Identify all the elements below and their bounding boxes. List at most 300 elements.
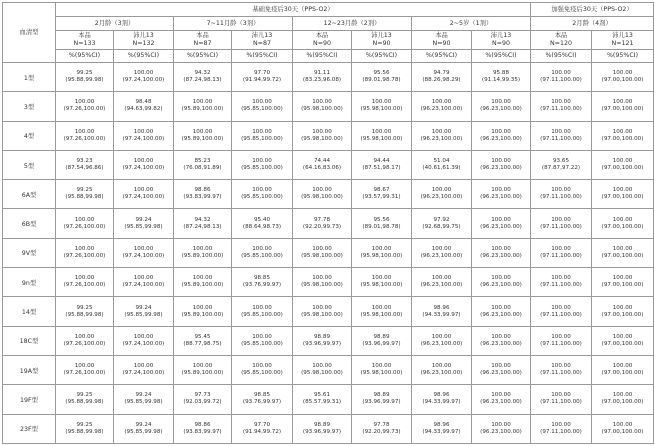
rate-value: 100.00 (252, 333, 272, 340)
vaccine-name: 沛儿13 (490, 32, 512, 39)
confidence-interval: (89.01,98.78) (362, 223, 401, 230)
rate-cell (592, 209, 654, 238)
serotype-label: 4型 (3, 121, 56, 150)
rate-cell (412, 63, 472, 92)
confidence-interval: (96.23,100.00) (420, 282, 463, 289)
confidence-interval: (93.96,99.97) (362, 340, 401, 347)
rate-value: 100.00 (252, 187, 272, 194)
confidence-interval: (83.23,96.08) (302, 77, 342, 84)
confidence-interval: (95.85,100.00) (241, 106, 283, 113)
rate-value: 100.00 (551, 187, 571, 194)
confidence-interval: (95.85,100.00) (241, 311, 283, 318)
rate-value: 94.79 (433, 70, 450, 77)
age-group-header: 12~23月龄（2剂） (293, 17, 412, 31)
rate-value: 100.00 (431, 99, 452, 106)
rate-value: 100.00 (551, 99, 571, 106)
confidence-interval: (87.51,98.17) (362, 165, 401, 172)
rate-cell (56, 121, 114, 150)
rate-cell (114, 297, 174, 326)
vaccine-group-header (293, 31, 352, 50)
rate-value: 100.00 (371, 245, 392, 252)
confidence-interval: (97.24,100.00) (122, 340, 165, 347)
confidence-interval: (97.11,100.00) (540, 194, 582, 201)
confidence-interval: (97.00,100.00) (601, 282, 644, 289)
confidence-interval: (97.24,100.00) (122, 252, 165, 259)
rate-cell (531, 326, 592, 355)
confidence-interval: (87.54,96.86) (65, 165, 104, 172)
confidence-interval: (93.57,99.31) (362, 194, 401, 201)
confidence-interval: (97.11,100.00) (540, 282, 582, 289)
rate-value: 100.00 (612, 421, 633, 428)
rate-cell (352, 209, 412, 238)
confidence-interval: (96.23,100.00) (420, 194, 463, 201)
vaccine-group-header (352, 31, 412, 50)
rate-cell (472, 209, 531, 238)
confidence-interval: (97.11,100.00) (540, 223, 582, 230)
rate-cell (232, 238, 293, 267)
rate-cell (531, 150, 592, 179)
rate-cell (412, 180, 472, 209)
confidence-interval: (97.11,100.00) (540, 428, 582, 435)
table-row (3, 414, 654, 443)
confidence-interval: (95.89,100.00) (181, 370, 224, 377)
rate-value: 100.00 (491, 158, 511, 165)
rate-cell (232, 297, 293, 326)
rate-cell (56, 209, 114, 238)
rate-value: 100.00 (133, 187, 154, 194)
confidence-interval: (97.00,100.00) (601, 77, 644, 84)
rate-cell (472, 385, 531, 414)
rate-cell (412, 414, 472, 443)
confidence-interval: (96.23,100.00) (480, 282, 522, 289)
table-row (3, 92, 654, 121)
confidence-interval: (88.26,98.29) (422, 77, 461, 84)
stat-label-header: %(95%CI) (352, 50, 412, 63)
sample-size: N=121 (611, 40, 634, 47)
confidence-interval: (95.98,100.00) (360, 311, 403, 318)
confidence-interval: (94.33,99.97) (422, 428, 461, 435)
rate-value: 100.00 (431, 128, 452, 135)
rate-cell (531, 297, 592, 326)
confidence-interval: (95.85,99.98) (124, 311, 163, 318)
rate-value: 91.11 (313, 70, 330, 77)
rate-cell (56, 414, 114, 443)
confidence-interval: (96.23,100.00) (420, 106, 463, 113)
rate-value: 97.73 (194, 392, 211, 399)
confidence-interval: (95.98,100.00) (360, 282, 403, 289)
vaccine-name: 沛儿13 (133, 32, 154, 39)
rate-value: 100.00 (491, 128, 511, 135)
serotype-label: 6A型 (3, 180, 56, 209)
confidence-interval: (97.00,100.00) (601, 252, 644, 259)
stat-label-header: %(95%CI) (174, 50, 232, 63)
rate-value: 100.00 (491, 187, 511, 194)
confidence-interval: (95.89,100.00) (181, 135, 224, 142)
rate-cell (531, 92, 592, 121)
rate-cell (56, 385, 114, 414)
rate-value: 100.00 (551, 216, 571, 223)
rate-value: 100.00 (551, 392, 571, 399)
rate-cell (232, 63, 293, 92)
rate-value: 100.00 (551, 363, 571, 370)
age-group-header: 2月龄（4剂） (531, 17, 654, 31)
rate-value: 100.00 (551, 421, 571, 428)
rate-value: 100.00 (431, 187, 452, 194)
rate-value: 100.00 (491, 333, 511, 340)
rate-cell (412, 150, 472, 179)
confidence-interval: (95.85,99.98) (124, 223, 163, 230)
confidence-interval: (89.01,98.78) (362, 77, 401, 84)
confidence-interval: (95.85,99.98) (124, 399, 163, 406)
confidence-interval: (94.33,99.97) (422, 399, 461, 406)
table-row (3, 150, 654, 179)
confidence-interval: (95.85,100.00) (241, 252, 283, 259)
confidence-interval: (64.16,83.06) (302, 165, 342, 172)
table-row (3, 238, 654, 267)
rate-cell (56, 150, 114, 179)
confidence-interval: (96.23,100.00) (480, 399, 522, 406)
confidence-interval: (94.63,99.82) (124, 106, 163, 113)
rate-value: 100.00 (612, 245, 633, 252)
rate-value: 100.00 (612, 187, 633, 194)
rate-cell (293, 238, 352, 267)
sample-size: N=87 (193, 40, 212, 47)
confidence-interval: (88.77,98.75) (183, 340, 222, 347)
rate-value: 100.00 (491, 421, 511, 428)
confidence-interval: (95.98,100.00) (360, 106, 403, 113)
serotype-label: 18C型 (3, 326, 56, 355)
rate-cell (472, 297, 531, 326)
serotype-label: 19A型 (3, 355, 56, 384)
rate-value: 51.04 (433, 158, 450, 165)
rate-cell (293, 92, 352, 121)
rate-value: 100.00 (612, 158, 633, 165)
confidence-interval: (97.00,100.00) (601, 135, 644, 142)
rate-cell (531, 180, 592, 209)
rate-value: 98.85 (253, 275, 270, 282)
rate-value: 100.00 (133, 245, 154, 252)
rate-cell (293, 150, 352, 179)
confidence-interval: (97.24,100.00) (122, 282, 165, 289)
vaccine-name: 本品 (554, 32, 568, 39)
rate-cell (56, 268, 114, 297)
confidence-interval: (97.00,100.00) (601, 340, 644, 347)
confidence-interval: (96.23,100.00) (480, 106, 522, 113)
rate-cell (531, 414, 592, 443)
vaccine-name: 本品 (435, 32, 448, 39)
rate-cell (412, 92, 472, 121)
rate-cell (293, 180, 352, 209)
rate-cell (114, 150, 174, 179)
sample-size: N=90 (313, 40, 331, 47)
rate-cell (412, 268, 472, 297)
rate-cell (56, 355, 114, 384)
primary-group-header: 基础免疫后30天（PPS-O2） (56, 3, 531, 17)
rate-cell (352, 180, 412, 209)
rate-cell (174, 238, 232, 267)
rate-cell (114, 355, 174, 384)
rate-cell (531, 121, 592, 150)
rate-cell (293, 326, 352, 355)
rate-cell (592, 297, 654, 326)
vaccine-name: 本品 (196, 32, 209, 39)
rate-value: 100.00 (612, 333, 633, 340)
age-group-header: 7~11月龄（3剂） (174, 17, 293, 31)
rate-value: 99.25 (76, 304, 93, 311)
rate-cell (232, 385, 293, 414)
confidence-interval: (96.23,100.00) (480, 370, 522, 377)
rate-cell (412, 355, 472, 384)
rate-value: 100.00 (133, 363, 154, 370)
seroconversion-table (2, 2, 654, 444)
confidence-interval: (95.98,100.00) (360, 252, 403, 259)
rate-cell (174, 209, 232, 238)
rate-value: 94.44 (373, 158, 390, 165)
confidence-interval: (95.98,100.00) (301, 252, 343, 259)
vaccine-name: 本品 (315, 32, 329, 39)
confidence-interval: (76.08,91.89) (183, 165, 222, 172)
rate-cell (592, 150, 654, 179)
vaccine-name: 沛儿13 (251, 32, 273, 39)
confidence-interval: (95.89,100.00) (181, 106, 224, 113)
confidence-interval: (96.23,100.00) (420, 135, 463, 142)
confidence-interval: (92.68,99.75) (422, 223, 461, 230)
rate-value: 100.00 (74, 216, 95, 223)
rate-cell (293, 355, 352, 384)
rate-cell (174, 63, 232, 92)
rate-value: 97.78 (313, 216, 330, 223)
confidence-interval: (97.00,100.00) (601, 399, 644, 406)
confidence-interval: (95.98,100.00) (301, 311, 343, 318)
rate-cell (592, 180, 654, 209)
rate-value: 94.32 (194, 70, 211, 77)
rate-value: 100.00 (312, 275, 332, 282)
rate-value: 100.00 (491, 275, 511, 282)
stat-label-header: %(95%CI) (56, 50, 114, 63)
rate-value: 98.96 (433, 421, 450, 428)
rate-cell (531, 385, 592, 414)
sample-size: N=87 (253, 40, 271, 47)
confidence-interval: (87.24,98.13) (183, 223, 222, 230)
table-row (3, 355, 654, 384)
confidence-interval: (96.23,100.00) (480, 194, 522, 201)
vaccine-group-header (56, 31, 114, 50)
rate-cell (56, 297, 114, 326)
stat-label-header: %(95%CI) (232, 50, 293, 63)
rate-cell (293, 268, 352, 297)
rate-value: 98.48 (135, 99, 152, 106)
rate-value: 100.00 (74, 363, 95, 370)
rate-cell (56, 92, 114, 121)
rate-value: 94.32 (194, 216, 211, 223)
rate-cell (293, 209, 352, 238)
rate-value: 98.86 (194, 421, 211, 428)
rate-cell (174, 150, 232, 179)
rate-value: 100.00 (371, 128, 392, 135)
confidence-interval: (95.89,100.00) (181, 282, 224, 289)
rate-cell (232, 121, 293, 150)
rate-value: 99.25 (76, 392, 93, 399)
rate-value: 97.70 (253, 70, 270, 77)
rate-cell (531, 355, 592, 384)
booster-group-header: 加强免疫后30天（PPS-O2） (531, 3, 654, 17)
confidence-interval: (97.24,100.00) (122, 165, 165, 172)
rate-cell (232, 150, 293, 179)
rate-value: 99.25 (76, 70, 93, 77)
rate-value: 99.24 (135, 304, 152, 311)
rate-value: 100.00 (431, 363, 452, 370)
rate-value: 74.44 (313, 158, 330, 165)
rate-value: 100.00 (371, 304, 392, 311)
confidence-interval: (96.23,100.00) (480, 135, 522, 142)
confidence-interval: (95.88,99.98) (65, 399, 104, 406)
rate-value: 100.00 (252, 363, 272, 370)
rate-value: 100.00 (252, 245, 272, 252)
confidence-interval: (87.87,97.22) (541, 165, 581, 172)
age-group-header: 2~5岁（1剂） (412, 17, 531, 31)
rate-value: 97.92 (433, 216, 450, 223)
rate-value: 100.00 (431, 275, 452, 282)
confidence-interval: (96.23,100.00) (480, 252, 522, 259)
rate-value: 100.00 (612, 392, 633, 399)
rate-cell (114, 63, 174, 92)
rate-cell (592, 63, 654, 92)
confidence-interval: (85.57,99.31) (302, 399, 342, 406)
confidence-interval: (95.98,100.00) (301, 135, 343, 142)
rate-value: 98.96 (433, 304, 450, 311)
rate-cell (352, 121, 412, 150)
rate-cell (293, 414, 352, 443)
confidence-interval: (95.85,99.98) (124, 428, 163, 435)
confidence-interval: (95.98,100.00) (301, 282, 343, 289)
rate-value: 98.89 (373, 333, 390, 340)
rate-cell (472, 238, 531, 267)
table-row (3, 63, 654, 92)
rate-value: 100.00 (74, 275, 95, 282)
rate-value: 93.23 (76, 158, 93, 165)
rate-cell (293, 63, 352, 92)
rate-value: 100.00 (133, 70, 154, 77)
rate-value: 100.00 (612, 70, 633, 77)
vaccine-group-header (412, 31, 472, 50)
confidence-interval: (96.23,100.00) (420, 370, 463, 377)
rate-value: 100.00 (612, 363, 633, 370)
serotype-label: 14型 (3, 297, 56, 326)
confidence-interval: (95.88,99.98) (65, 428, 104, 435)
rate-value: 100.00 (192, 275, 213, 282)
rate-value: 100.00 (252, 128, 272, 135)
confidence-interval: (95.98,100.00) (360, 135, 403, 142)
sample-size: N=133 (73, 40, 96, 47)
rate-value: 100.00 (551, 245, 571, 252)
confidence-interval: (97.00,100.00) (601, 311, 644, 318)
confidence-interval: (97.26,100.00) (63, 252, 106, 259)
rate-value: 98.89 (373, 392, 390, 399)
confidence-interval: (97.11,100.00) (540, 311, 582, 318)
rate-value: 100.00 (252, 304, 272, 311)
rate-value: 100.00 (371, 275, 392, 282)
table-row (3, 209, 654, 238)
rate-cell (412, 385, 472, 414)
rate-value: 98.67 (373, 187, 390, 194)
rate-cell (592, 268, 654, 297)
rate-value: 100.00 (491, 363, 511, 370)
rate-value: 100.00 (252, 158, 272, 165)
rate-value: 100.00 (192, 99, 213, 106)
serotype-label: 19F型 (3, 385, 56, 414)
confidence-interval: (97.00,100.00) (601, 428, 644, 435)
confidence-interval: (97.11,100.00) (540, 252, 582, 259)
rate-value: 95.56 (373, 70, 390, 77)
rate-value: 98.89 (313, 421, 330, 428)
stat-label-header: %(95%CI) (114, 50, 174, 63)
confidence-interval: (93.83,99.97) (183, 194, 222, 201)
rate-value: 99.24 (135, 421, 152, 428)
confidence-interval: (97.00,100.00) (601, 194, 644, 201)
rate-cell (114, 238, 174, 267)
rate-value: 100.00 (133, 333, 154, 340)
rate-cell (592, 121, 654, 150)
confidence-interval: (97.24,100.00) (122, 194, 165, 201)
confidence-interval: (93.76,99.97) (242, 282, 282, 289)
rate-value: 100.00 (312, 304, 332, 311)
table-row (3, 385, 654, 414)
serotype-label: 9V型 (3, 238, 56, 267)
rate-cell (592, 238, 654, 267)
rate-value: 99.24 (135, 392, 152, 399)
confidence-interval: (95.85,100.00) (241, 165, 283, 172)
rate-cell (114, 385, 174, 414)
rate-cell (592, 414, 654, 443)
rate-cell (472, 180, 531, 209)
rate-cell (412, 297, 472, 326)
rate-cell (472, 268, 531, 297)
confidence-interval: (91.94,99.72) (242, 77, 282, 84)
rate-cell (531, 238, 592, 267)
rate-cell (232, 92, 293, 121)
rate-cell (232, 268, 293, 297)
rate-cell (592, 92, 654, 121)
confidence-interval: (93.96,99.97) (362, 399, 401, 406)
sample-size: N=90 (432, 40, 451, 47)
sample-size: N=120 (550, 40, 573, 47)
rate-value: 98.96 (433, 392, 450, 399)
rate-cell (592, 326, 654, 355)
confidence-interval: (40.61,61.39) (422, 165, 461, 172)
rate-value: 99.25 (76, 421, 93, 428)
rate-value: 97.78 (373, 421, 390, 428)
rate-value: 100.00 (133, 128, 154, 135)
rate-cell (592, 385, 654, 414)
rate-cell (293, 385, 352, 414)
vaccine-group-header (114, 31, 174, 50)
rate-value: 100.00 (312, 363, 332, 370)
rate-value: 100.00 (551, 70, 571, 77)
rate-value: 95.88 (493, 70, 510, 77)
rate-value: 100.00 (192, 245, 213, 252)
vaccine-group-header (174, 31, 232, 50)
confidence-interval: (96.23,100.00) (480, 311, 522, 318)
rate-cell (592, 355, 654, 384)
confidence-interval: (97.24,100.00) (122, 77, 165, 84)
rate-value: 100.00 (192, 363, 213, 370)
confidence-interval: (92.20,99.73) (362, 428, 401, 435)
rate-value: 100.00 (312, 99, 332, 106)
rate-value: 95.40 (253, 216, 270, 223)
confidence-interval: (95.88,99.98) (65, 311, 104, 318)
rate-cell (472, 414, 531, 443)
serotype-label: 1型 (3, 63, 56, 92)
